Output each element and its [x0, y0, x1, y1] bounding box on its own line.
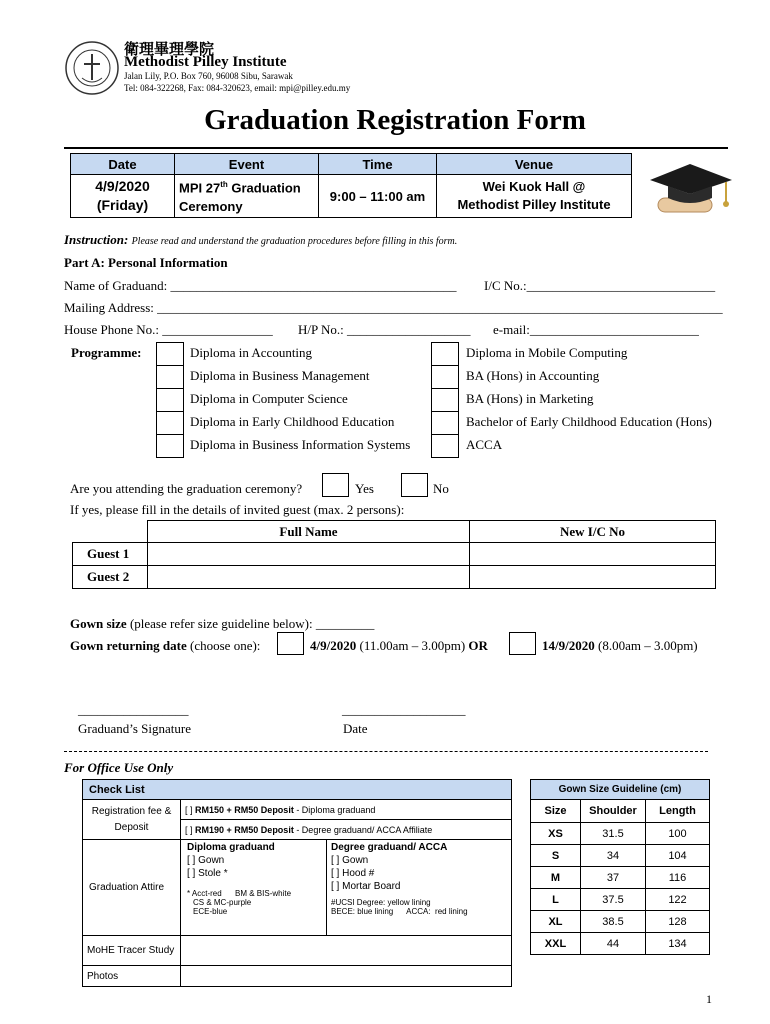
shoulder-cell: 37.5 [581, 889, 646, 911]
programme-option[interactable] [431, 365, 731, 388]
ic-field[interactable]: I/C No.:_____________________________ [484, 278, 716, 293]
shoulder-cell: 31.5 [581, 823, 646, 845]
programme-label-text: Bachelor of Early Childhood Education (Hons) [466, 414, 712, 429]
degree-hood-item[interactable] [331, 868, 507, 879]
gown-size-text: (please refer size guideline below): _________ [126, 616, 375, 631]
programme-option[interactable] [156, 434, 456, 457]
yes-checkbox[interactable] [322, 473, 349, 497]
degree-mortar-label: Mortar Board [342, 881, 401, 892]
diploma-attire-heading: Diploma graduand [187, 842, 275, 853]
programme-option[interactable] [431, 342, 731, 365]
length-cell: 128 [646, 911, 710, 933]
house-phone-field[interactable]: House Phone No.: _________________ [64, 322, 273, 337]
diploma-stole-item[interactable] [187, 868, 320, 879]
guest-ic-header: New I/C No [470, 521, 716, 543]
guest-2-name-input[interactable] [148, 566, 470, 589]
event-time: 9:00 – 11:00 am [319, 175, 437, 218]
programme-label: Programme: [71, 345, 142, 360]
size-cell: XL [531, 911, 581, 933]
diploma-gown-bracket: [ ] [187, 855, 196, 866]
guest-name-header: Full Name [148, 521, 470, 543]
size-cell: S [531, 845, 581, 867]
size-cell: M [531, 867, 581, 889]
return-option-1 [310, 638, 488, 654]
programme-label-text: Diploma in Early Childhood Education [190, 414, 395, 429]
event-name-rest: Graduation [227, 180, 301, 196]
programme-label-text: Diploma in Mobile Computing [466, 345, 628, 360]
event-name-cell [175, 175, 319, 218]
gown-size-label: Gown size [70, 616, 127, 631]
gown-return-label-row [70, 638, 260, 654]
programme-option[interactable] [156, 342, 456, 365]
reg-option-1-bracket: [ ] [185, 804, 193, 815]
diploma-stole-label: Stole * [198, 868, 228, 879]
gown-return-label: Gown returning date [70, 638, 187, 653]
event-sup: th [220, 180, 228, 190]
diploma-note: ECE-blue [193, 907, 228, 916]
institute-name: Methodist Pilley Institute [124, 54, 287, 70]
size-guide-title: Gown Size Guideline (cm) [531, 780, 710, 800]
guest-table [72, 520, 716, 589]
programme-label-text: Diploma in Business Management [190, 368, 370, 383]
shoulder-cell: 38.5 [581, 911, 646, 933]
signature-line[interactable]: _________________ [78, 702, 189, 717]
mohe-value[interactable] [181, 936, 512, 966]
gown-size-row[interactable] [70, 616, 374, 632]
return-option-2-time: (8.00am – 3.00pm) [594, 638, 698, 653]
photos-value[interactable] [181, 966, 512, 987]
programme-label-text: Diploma in Accounting [190, 345, 313, 360]
degree-gown-label: Gown [342, 855, 369, 866]
programme-checkbox[interactable] [156, 342, 184, 366]
programme-option[interactable] [431, 388, 731, 411]
date-label: Date [343, 721, 368, 736]
yes-label: Yes [355, 481, 374, 496]
no-label: No [433, 481, 449, 496]
event-name-line2: Ceremony [179, 198, 243, 214]
part-a-heading: Part A: Personal Information [64, 255, 228, 270]
reg-option-1-desc: - Diploma graduand [293, 804, 376, 815]
event-venue-line1: Wei Kuok Hall @ [482, 179, 586, 194]
reg-fee-label: Registration fee & Deposit [83, 800, 181, 840]
guest-2-ic-input[interactable] [470, 566, 716, 589]
programme-option[interactable] [156, 388, 456, 411]
programme-label-text: ACCA [466, 437, 503, 452]
diploma-note: CS & MC-purple [193, 898, 252, 907]
reg-option-2-bracket: [ ] [185, 824, 193, 835]
diploma-gown-item[interactable] [187, 855, 320, 866]
reg-option-1-amount: RM150 + RM50 Deposit [195, 804, 294, 815]
title-underline [64, 147, 728, 149]
shoulder-cell: 34 [581, 845, 646, 867]
signature-label: Graduand’s Signature [78, 721, 192, 736]
event-venue-cell [437, 175, 632, 218]
programme-label-text: BA (Hons) in Accounting [466, 368, 600, 383]
programme-checkbox[interactable] [156, 388, 184, 412]
degree-gown-item[interactable] [331, 855, 507, 866]
return-option-2-checkbox[interactable] [509, 632, 536, 655]
length-cell: 122 [646, 889, 710, 911]
length-cell: 116 [646, 867, 710, 889]
return-option-1-checkbox[interactable] [277, 632, 304, 655]
gown-return-text: (choose one): [186, 638, 261, 653]
return-option-2 [542, 638, 698, 654]
return-option-1-time: (11.00am – 3.00pm) [356, 638, 466, 653]
shoulder-header: Shoulder [581, 800, 646, 823]
name-field[interactable]: Name of Graduand: ____________________________________________ [64, 278, 457, 293]
programme-checkbox[interactable] [431, 365, 459, 389]
institute-address: Jalan Lily, P.O. Box 760, 96008 Sibu, Sarawak [124, 71, 293, 81]
degree-hood-label: Hood # [342, 868, 375, 879]
guest-1-label: Guest 1 [73, 543, 148, 566]
diploma-attire-cell [181, 840, 327, 936]
reg-option-2-desc: - Degree graduand/ ACCA Affiliate [293, 824, 433, 835]
reg-option-1[interactable] [181, 800, 512, 820]
guest-1-name-input[interactable] [148, 543, 470, 566]
shoulder-cell: 37 [581, 867, 646, 889]
no-checkbox[interactable] [401, 473, 428, 497]
shoulder-cell: 44 [581, 933, 646, 955]
programme-option[interactable] [431, 434, 731, 457]
programme-checkbox[interactable] [156, 411, 184, 435]
instruction-label: Instruction: [64, 232, 129, 247]
size-cell: XXL [531, 933, 581, 955]
page-title: Graduation Registration Form [204, 104, 586, 136]
length-cell: 104 [646, 845, 710, 867]
date-line[interactable]: ___________________ [342, 702, 466, 717]
event-venue-line2: Methodist Pilley Institute [457, 197, 611, 212]
graduation-cap-image [640, 152, 740, 220]
mohe-label: MoHE Tracer Study [83, 936, 181, 966]
diploma-gown-label: Gown [198, 855, 225, 866]
size-guide-table [530, 779, 710, 955]
institute-contact: Tel: 084-322268, Fax: 084-320623, email: mpi@pilley.edu.my [124, 83, 351, 93]
programme-checkbox[interactable] [431, 388, 459, 412]
length-header: Length [646, 800, 710, 823]
degree-note: #UCSI Degree: yellow lining [331, 898, 431, 907]
or-label: OR [468, 638, 488, 653]
col-venue: Venue [437, 154, 632, 175]
degree-attire-cell [327, 840, 512, 936]
event-table [70, 153, 632, 218]
col-event: Event [175, 154, 319, 175]
degree-note: BECE: blue lining ACCA: red lining [331, 907, 468, 916]
email-field[interactable]: e-mail:__________________________ [493, 322, 699, 337]
return-option-1-date: 4/9/2020 [310, 638, 357, 653]
return-option-2-date: 14/9/2020 [542, 638, 595, 653]
degree-mortar-bracket: [ ] [331, 881, 340, 892]
size-header: Size [531, 800, 581, 823]
instruction [64, 232, 457, 248]
length-cell: 134 [646, 933, 710, 955]
attend-question: Are you attending the graduation ceremony? [70, 481, 303, 496]
length-cell: 100 [646, 823, 710, 845]
reg-option-2[interactable] [181, 820, 512, 840]
cut-line [64, 751, 708, 752]
instruction-text: Please read and understand the graduation procedures before filling in this form. [131, 236, 458, 247]
degree-mortar-item[interactable] [331, 881, 507, 892]
event-day: (Friday) [96, 197, 149, 213]
programme-label-text: Diploma in Computer Science [190, 391, 348, 406]
programme-checkbox[interactable] [156, 434, 184, 458]
event-date: 4/9/2020 [95, 178, 150, 194]
event-name: MPI 27 [179, 180, 221, 196]
guest-1-ic-input[interactable] [470, 543, 716, 566]
office-use-heading: For Office Use Only [64, 760, 174, 775]
programme-checkbox[interactable] [431, 411, 459, 435]
col-date: Date [71, 154, 175, 175]
event-date-cell [71, 175, 175, 218]
programme-option[interactable] [156, 411, 456, 434]
chinese-name: 衛理畢理學院 [124, 42, 215, 58]
attire-label: Graduation Attire [83, 840, 181, 936]
photos-label: Photos [83, 966, 181, 987]
guest-blank-header [73, 521, 148, 543]
checklist-title: Check List [83, 780, 512, 800]
programme-option[interactable] [431, 411, 731, 434]
institute-logo [64, 40, 120, 96]
diploma-note: * Acct-red BM & BIS-white [187, 889, 292, 898]
programme-option[interactable] [156, 365, 456, 388]
diploma-stole-bracket: [ ] [187, 868, 196, 879]
programme-checkbox[interactable] [431, 342, 459, 366]
programme-checkbox[interactable] [431, 434, 459, 458]
size-cell: L [531, 889, 581, 911]
degree-gown-bracket: [ ] [331, 855, 340, 866]
reg-option-2-amount: RM190 + RM50 Deposit [195, 824, 294, 835]
programme-label-text: Diploma in Business Information Systems [190, 437, 411, 452]
guest-2-label: Guest 2 [73, 566, 148, 589]
checklist-table [82, 779, 512, 987]
col-time: Time [319, 154, 437, 175]
mailing-address-field[interactable]: Mailing Address: _______________________________________________________________________________________ [64, 300, 723, 315]
degree-hood-bracket: [ ] [331, 868, 340, 879]
programme-checkbox[interactable] [156, 365, 184, 389]
page-number: 1 [706, 992, 712, 1006]
guest-instruction: If yes, please fill in the details of invited guest (max. 2 persons): [70, 502, 405, 517]
degree-attire-heading: Degree graduand/ ACCA [331, 842, 448, 853]
hp-field[interactable]: H/P No.: ___________________ [298, 322, 471, 337]
programme-label-text: BA (Hons) in Marketing [466, 391, 594, 406]
size-cell: XS [531, 823, 581, 845]
